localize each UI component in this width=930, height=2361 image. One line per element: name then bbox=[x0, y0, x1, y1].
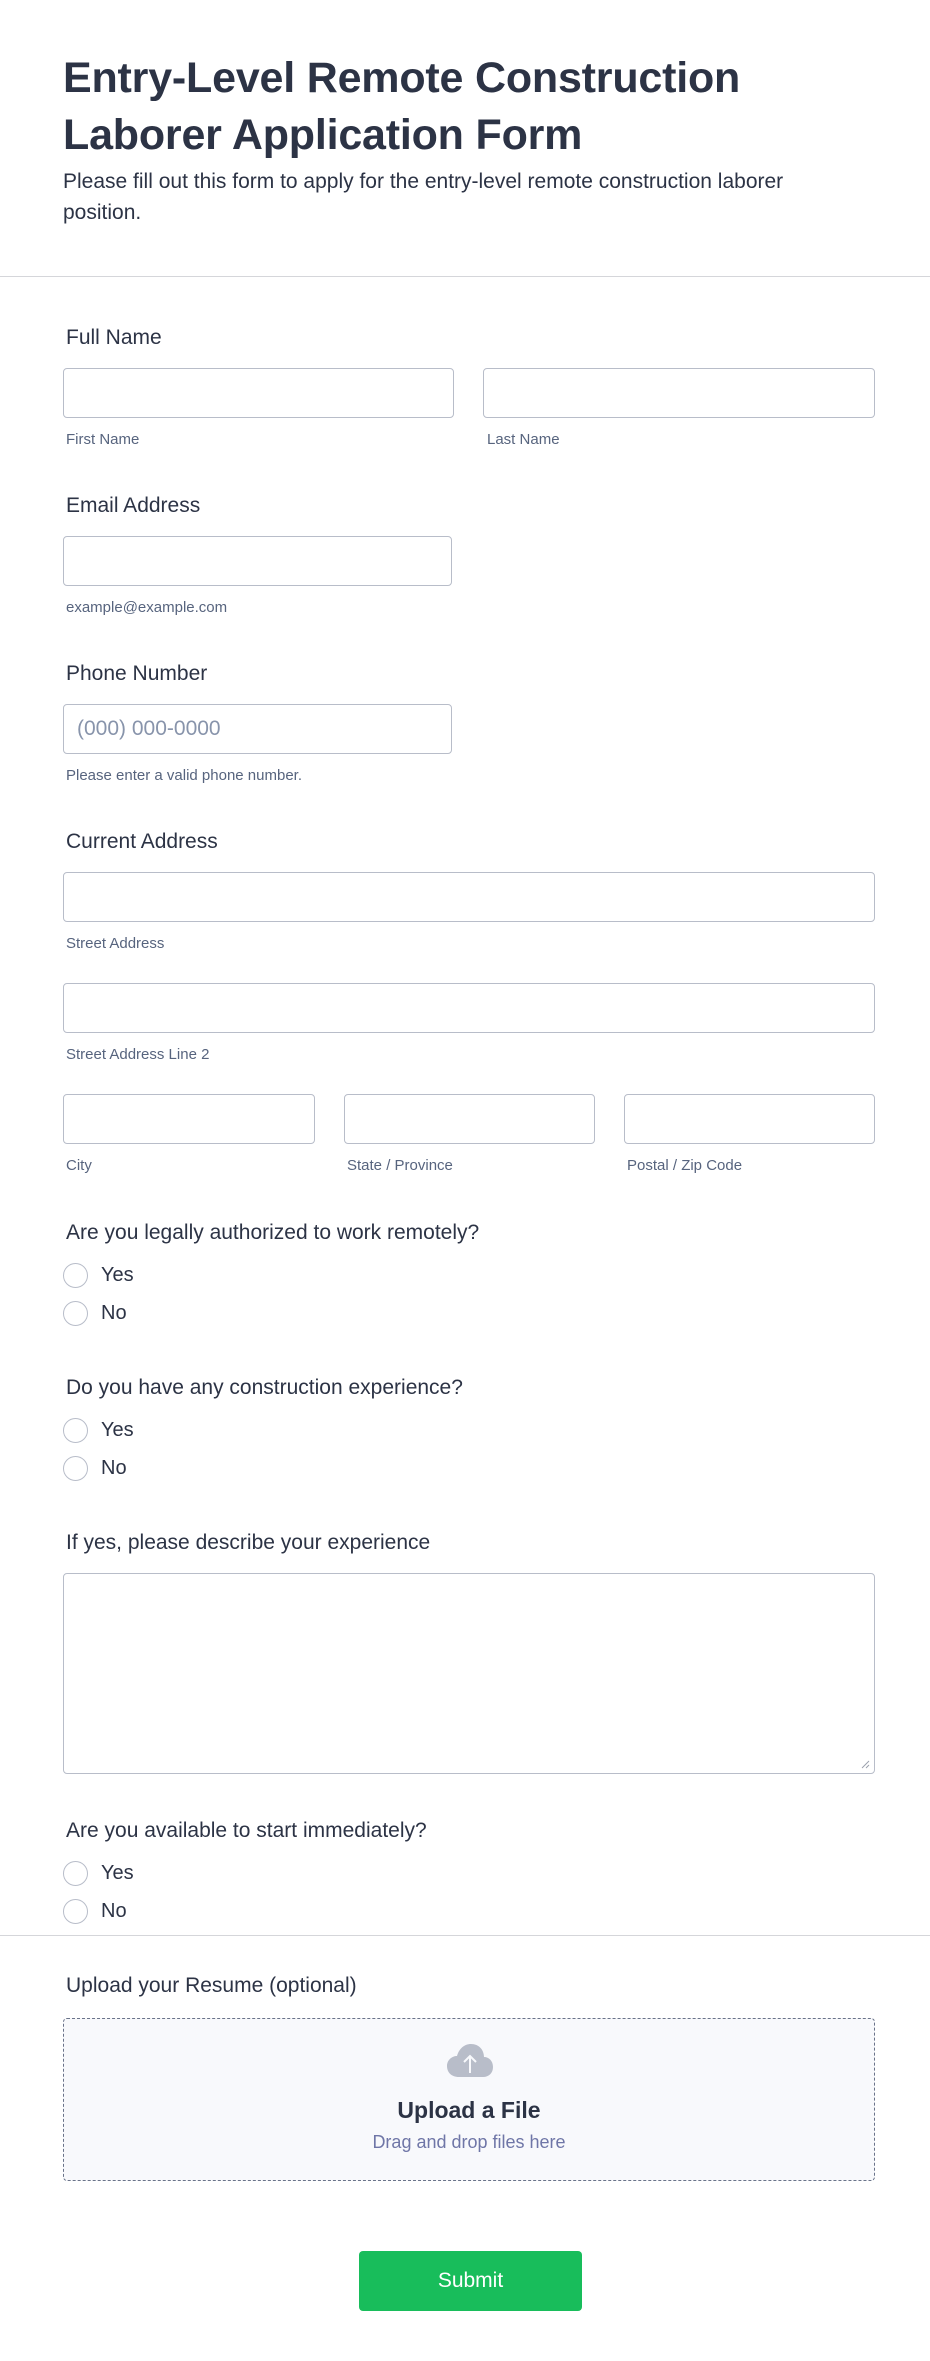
experience-option-no[interactable] bbox=[63, 1455, 127, 1481]
form-body bbox=[0, 277, 930, 2213]
radio-label: Yes bbox=[101, 1263, 134, 1286]
describe-experience-textarea[interactable] bbox=[63, 1573, 875, 1774]
last-name-sublabel: Last Name bbox=[487, 431, 560, 448]
postal-code-input[interactable] bbox=[624, 1094, 875, 1144]
phone-sublabel: Please enter a valid phone number. bbox=[66, 767, 302, 784]
authorized-option-yes[interactable] bbox=[63, 1262, 134, 1288]
radio-label: No bbox=[101, 1301, 127, 1324]
form-footer-divider bbox=[0, 1935, 930, 1936]
form-subtitle: Please fill out this form to apply for the entry-level remote construction laborer position. bbox=[63, 170, 784, 224]
cloud-upload-icon bbox=[447, 2044, 493, 2078]
radio-label: No bbox=[101, 1899, 127, 1922]
radio-button[interactable] bbox=[63, 1301, 88, 1326]
authorized-option-no[interactable] bbox=[63, 1300, 127, 1326]
resume-label: Upload your Resume (optional) bbox=[66, 1974, 357, 1997]
street-address-line2-sublabel: Street Address Line 2 bbox=[66, 1046, 210, 1063]
resize-grip-icon[interactable] bbox=[861, 1760, 870, 1769]
radio-button[interactable] bbox=[63, 1456, 88, 1481]
available-option-yes[interactable] bbox=[63, 1860, 134, 1886]
file-upload-dropzone[interactable] bbox=[63, 2018, 875, 2181]
state-sublabel: State / Province bbox=[347, 1157, 453, 1174]
submit-button[interactable]: Submit bbox=[359, 2251, 582, 2311]
experience-option-yes[interactable] bbox=[63, 1417, 134, 1443]
email-input[interactable] bbox=[63, 536, 452, 586]
first-name-input[interactable] bbox=[63, 368, 454, 418]
postal-code-sublabel: Postal / Zip Code bbox=[627, 1157, 743, 1174]
radio-button[interactable] bbox=[63, 1418, 88, 1443]
available-option-no[interactable] bbox=[63, 1898, 127, 1924]
phone-label: Phone Number bbox=[66, 662, 208, 685]
upload-subtitle: Drag and drop files here bbox=[372, 2132, 566, 2152]
form-title: Entry-Level Remote Construction Laborer Application Form bbox=[63, 54, 741, 159]
street-address-line2-input[interactable] bbox=[63, 983, 875, 1033]
full-name-label: Full Name bbox=[66, 326, 162, 349]
street-address-sublabel: Street Address bbox=[66, 935, 165, 952]
form-header bbox=[0, 0, 930, 277]
email-sublabel: example@example.com bbox=[66, 599, 228, 616]
city-sublabel: City bbox=[66, 1157, 92, 1174]
state-input[interactable] bbox=[344, 1094, 595, 1144]
radio-label: Yes bbox=[101, 1861, 134, 1884]
address-label: Current Address bbox=[66, 830, 218, 853]
experience-question-label: Do you have any construction experience? bbox=[66, 1376, 463, 1399]
radio-label: No bbox=[101, 1456, 127, 1479]
authorized-question-label: Are you legally authorized to work remotely? bbox=[66, 1221, 480, 1244]
radio-button[interactable] bbox=[63, 1263, 88, 1288]
upload-title: Upload a File bbox=[397, 2097, 541, 2123]
email-label: Email Address bbox=[66, 494, 201, 517]
street-address-input[interactable] bbox=[63, 872, 875, 922]
describe-experience-label: If yes, please describe your experience bbox=[66, 1531, 431, 1554]
phone-input[interactable] bbox=[63, 704, 452, 754]
radio-button[interactable] bbox=[63, 1899, 88, 1924]
first-name-sublabel: First Name bbox=[66, 431, 140, 448]
radio-button[interactable] bbox=[63, 1861, 88, 1886]
radio-label: Yes bbox=[101, 1418, 134, 1441]
last-name-input[interactable] bbox=[483, 368, 875, 418]
city-input[interactable] bbox=[63, 1094, 315, 1144]
available-question-label: Are you available to start immediately? bbox=[66, 1819, 427, 1842]
